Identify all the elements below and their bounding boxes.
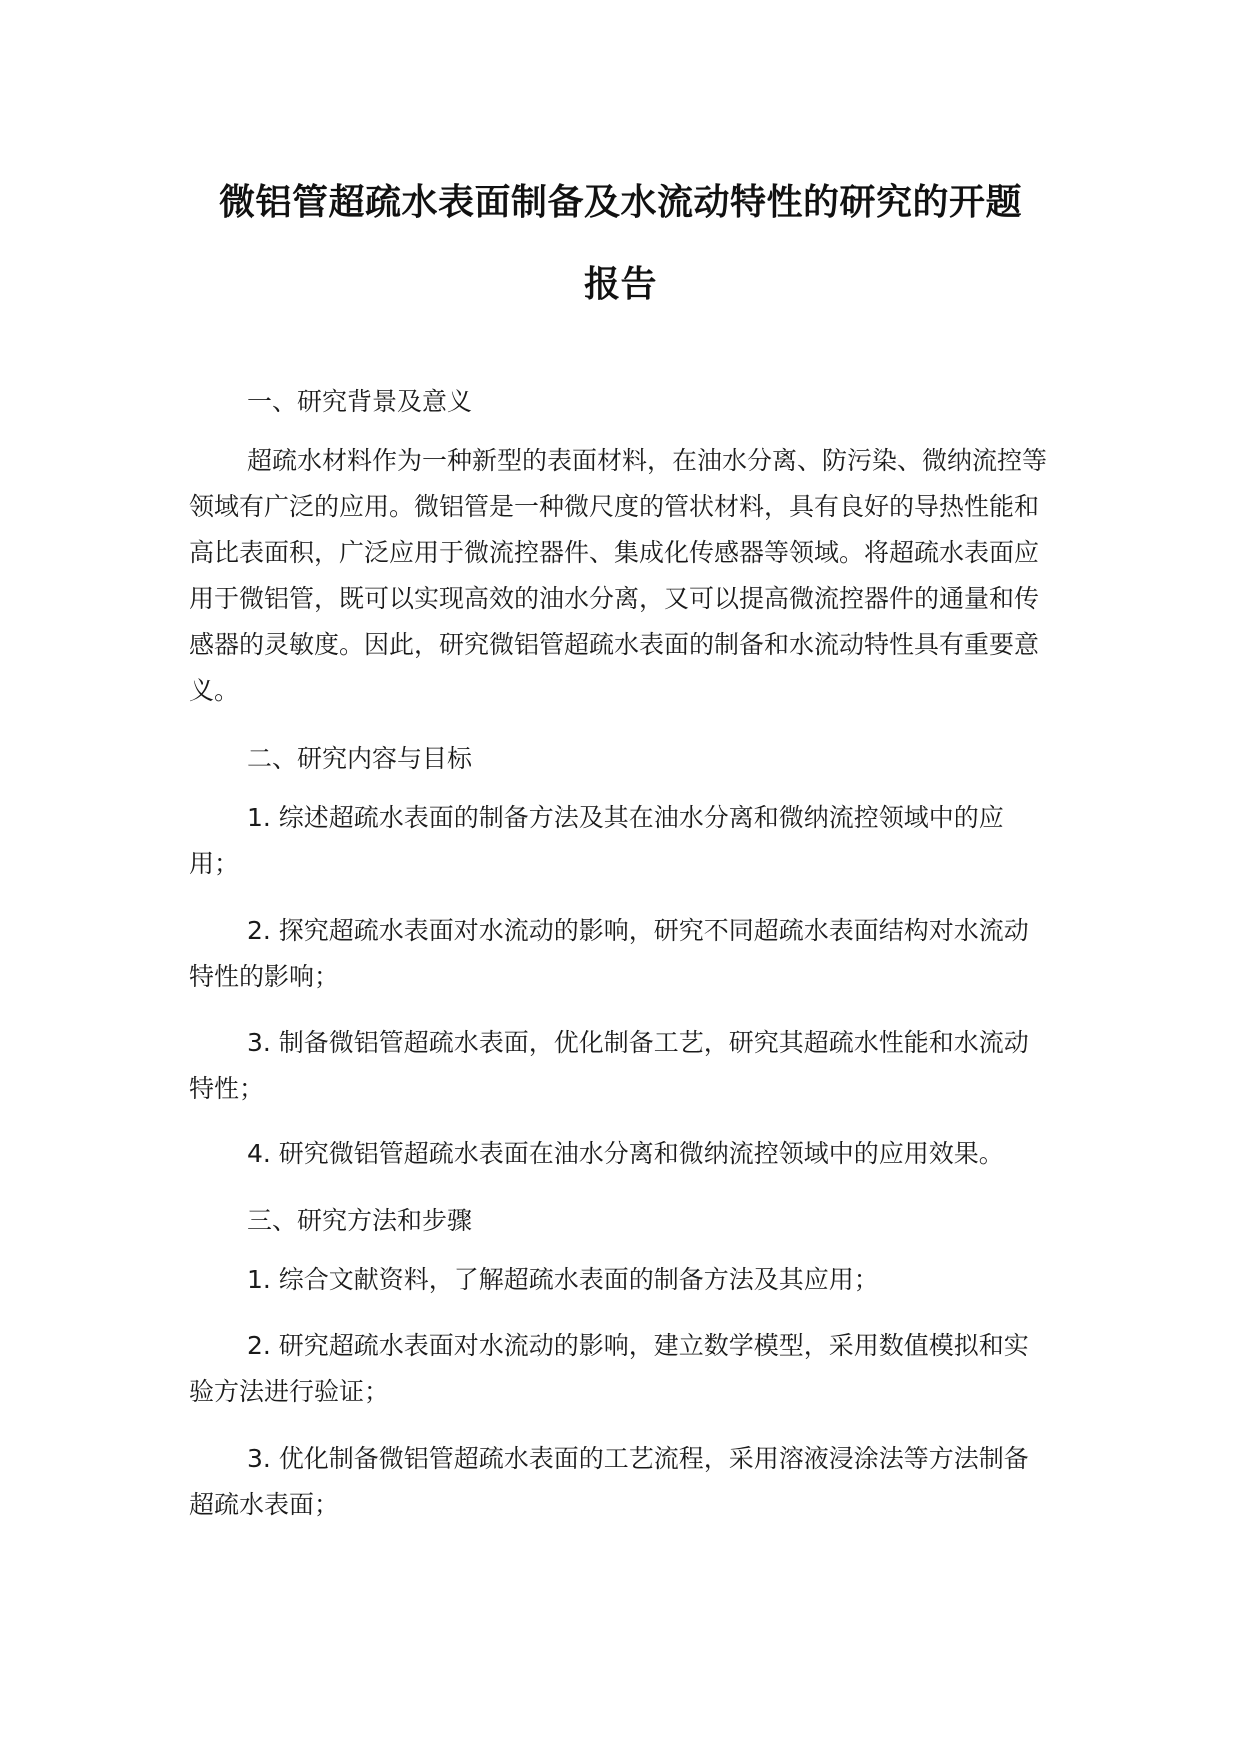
- section-3-item-2-wrap: [189, 1323, 1049, 1415]
- list-item: 1. 综述超疏水表面的制备方法及其在油水分离和微纳流控领域中的应用；: [189, 803, 1004, 878]
- section-3-heading: 三、研究方法和步骤: [247, 1206, 473, 1235]
- section-2-item-4-wrap: [189, 1131, 1089, 1177]
- list-item: 2. 研究超疏水表面对水流动的影响，建立数学模型，采用数值模拟和实验方法进行验证；: [189, 1331, 1029, 1406]
- section-3-item-1-wrap: [189, 1257, 1049, 1303]
- section-2: [189, 736, 1049, 782]
- document-title-line-2: 报告: [583, 264, 657, 305]
- section-1-paragraph: 超疏水材料作为一种新型的表面材料，在油水分离、防污染、微纳流控等领域有广泛的应用。微铝管是一种微尺度的管状材料，具有良好的导热性能和高比表面积，广泛应用于微流控器件、集成化传感器等领域。将超疏水表面应用于微铝管，既可以实现高效的油水分离，又可以提高微流控器件的通量和传感器的灵敏度。因此，研究微铝管超疏水表面的制备和水流动特性具有重要意义。: [189, 446, 1048, 705]
- list-item: 2. 探究超疏水表面对水流动的影响，研究不同超疏水表面结构对水流动特性的影响；: [189, 916, 1029, 991]
- list-item: 3. 制备微铝管超疏水表面，优化制备工艺，研究其超疏水性能和水流动特性；: [189, 1028, 1029, 1103]
- list-item: 1. 综合文献资料，了解超疏水表面的制备方法及其应用；: [247, 1265, 879, 1294]
- section-2-item-3-wrap: [189, 1020, 1049, 1112]
- section-2-item-1-wrap: [189, 795, 1049, 887]
- document-title-line-1: 微铝管超疏水表面制备及水流动特性的研究的开题: [218, 182, 1022, 223]
- list-item: 3. 优化制备微铝管超疏水表面的工艺流程，采用溶液浸涂法等方法制备超疏水表面；: [189, 1444, 1029, 1519]
- section-3: [189, 1198, 1049, 1244]
- section-2-heading: 二、研究内容与目标: [247, 744, 473, 773]
- section-1-body: [189, 438, 1049, 714]
- section-2-item-2-wrap: [189, 908, 1049, 1000]
- section-1-heading: 一、研究背景及意义: [247, 387, 473, 416]
- section-1: [189, 379, 1049, 425]
- section-3-item-3-wrap: [189, 1436, 1049, 1528]
- list-item: 4. 研究微铝管超疏水表面在油水分离和微纳流控领域中的应用效果。: [247, 1139, 1004, 1168]
